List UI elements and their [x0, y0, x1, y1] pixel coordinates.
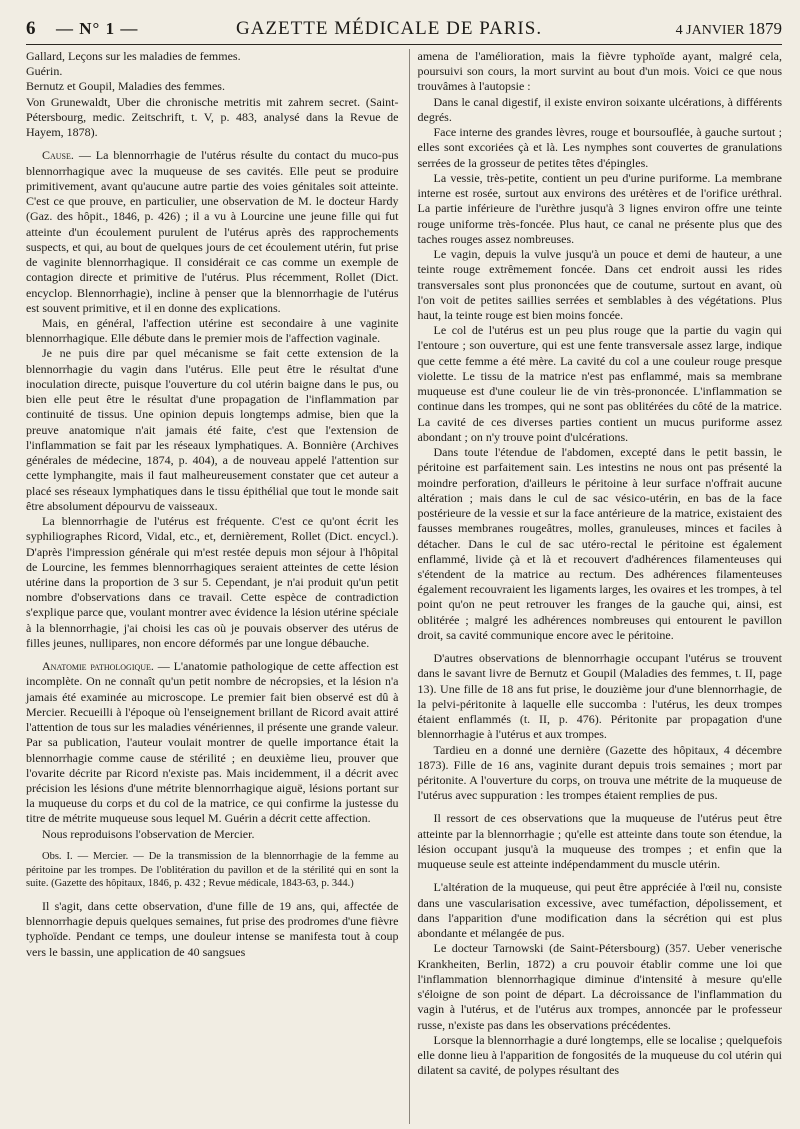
- right-column: [409, 49, 783, 1124]
- paragraph-cause: Cause. — La blennorrhagie de l'utérus résulte du contact du muco-pus blennorrhagique avec la muqueuse de ses cavités. Elle peut se produire primitivement, avant qu'aucune autre partie des voies génitales soit atteinte. C'est ce que prouve, en particulier, une observation de M. le docteur Hardy (Gaz. des hôpit., 1846, p. 426) ; il a vu à Lourcine une jeune fille qui fut atteinte d'un écoulement purulent de l'utérus après des rapprochements suspects, et qui, au bout de quelques jours de cet écoulement utérin, fut prise de vaginite blennorrhagique. Il considérait ce cas comme un exemple de contagion directe et primitive de l'utérus. Plus récemment, Rollet (Dict. encyclop. Blennorrhagie), incline à penser que la blennorrhagie de l'utérus est souvent primitive, et il en donne des explications.: [26, 148, 399, 315]
- paragraph: Nous reproduisons l'observation de Mercier.: [42, 826, 255, 841]
- issue-date: [642, 19, 782, 39]
- page-header: [26, 18, 782, 45]
- paragraph: La vessie, très-petite, contient un peu d'urine puriforme. La membrane interne est rosée, surtout aux environs des urétères et de l'orifice uréthral. La partie inférieure de l'urèthre jusqu'à 3 lignes environ offre une teinte rouge uniforme très-foncée. Plus haut, ce canal ne présente plus que des taches rouges assez nombreuses.: [417, 170, 782, 246]
- paragraph-anatomie: Anatomie pathologique. — L'anatomie pathologique de cette affection est incomplète. On ne connaît qu'un petit nombre de nécropsies, et la lésion n'a jamais été examinée au microscope. Le premier fait bien observé est dû à Mercier. Recueilli à l'époque où l'enseignement brillant de Ricord avait attiré l'attention de tous sur les maladies vénériennes, il présente une grande valeur. Par sa publication, l'auteur voulait montrer de quelle importance était la blennorrhagie comme cause de stérilité ; en deuxième lieu, prouver que l'ovarite décrite par Ricord n'existe pas. Mais incidemment, il a décrit avec précision les lésions d'une métrite blennorrhagique aiguë, lésions portant sur la muqueuse du corps et du col de la matrice, ce qui confirme la justesse du titre de métrite muqueuse sous lequel M. Guérin a décrit cette affection.: [26, 659, 399, 826]
- text-columns: [26, 49, 782, 1124]
- paragraph: Le vagin, depuis la vulve jusqu'à un pouce et demi de hauteur, a une teinte rouge extrêmement foncée. Dans cet endroit aussi les rides transversales sont plus prononcées que de coutume, surtout en avant, où l'on voit de petites saillies serrées et semblables à des végétations. Plus haut, la teinte rouge est bien moins foncée.: [417, 247, 782, 322]
- paragraph: Mais, en général, l'affection utérine est secondaire à une vaginite blennorrhagique. Elle débute dans le premier mois de l'affection vaginale.: [26, 315, 399, 346]
- paragraph: Lorsque la blennorrhagie a duré longtemps, elle se localise ; quelquefois elle donne lieu à l'apparition de fongosités de la muqueuse du col utérin qui dilatent sa cavité, de polypes résultant des: [417, 1032, 782, 1078]
- observation-title: Obs. I. — Mercier. — De la transmission de la blennorrhagie de la femme au péritoine par les trompes. De l'oblitération du pavillon et de la stérilité qui en sont la suite. (Gazette des hôpitaux, 1846, p. 432 ; Revue médicale, 1843-63, p. 344.): [26, 850, 399, 890]
- section-heading-cause: Cause.: [42, 148, 74, 163]
- paragraph: Le col de l'utérus est un peu plus rouge que la partie du vagin qui l'entoure ; son ouverture, qui est une fente transversale assez large, indique que cette femme a été mère. La cavité du col a une couleur rouge presque violette. Le tissu de la matrice n'est pas enflammé, mais sa membrane muqueuse est d'une couleur lie de vin très-prononcée. L'inflammation se continue dans les trompes, qui ne sont pas oblitérées du côté de la matrice. La cavité de ces diverses parties contient un mucus puriforme assez abondant ; on n'y trouve point d'ulcérations.: [417, 323, 782, 444]
- paragraph: L'altération de la muqueuse, qui peut être appréciée à l'œil nu, consiste dans une vascularisation excessive, avec tuméfaction, dépolissement, et dans l'apparition d'une modification dans la sécrétion qui est plus abondante et mélangée de pus.: [417, 880, 782, 941]
- journal-title: GAZETTE MÉDICALE DE PARIS.: [236, 18, 543, 39]
- paragraph: Dans le canal digestif, il existe environ soixante ulcérations, à différents degrés.: [417, 94, 782, 124]
- reference-line: Guérin.: [26, 64, 63, 79]
- paragraph: Face interne des grandes lèvres, rouge et boursouflée, à gauche surtout ; elles sont excoriées çà et là. Les nymphes sont couvertes de granulations serrées de la grosseur de petites têtes d'épingles.: [417, 125, 782, 170]
- page-number: 6: [26, 18, 36, 39]
- paragraph: Il s'agit, dans cette observation, d'une fille de 19 ans, qui, affectée de blennorrhagie depuis quelques semaines, fut prise des prodromes d'une fièvre typhoïde. Pendant ce temps, une douleur intense se manifesta tout à coup vers le bassin, une application de 40 sangsues: [26, 898, 399, 959]
- paragraph: Je ne puis dire par quel mécanisme se fait cette extension de la blennorrhagie du vagin dans l'utérus. Elle peut être le résultat d'une inoculation directe, puisque l'ouverture du col utérin baigne dans le pus, ou bien elle peut être le résultat d'une propagation de l'inflammation par continuité de tissus. Une opinion depuis longtemps admise, bien que la preuve anatomique n'ait jamais été faite, c'est que l'extension de l'inflammation se fait par les réseaux lymphatiques. A. Bonnière (Archives générales de médecine, 1874, p. 404), a de nouveau appelé l'attention sur cette lymphangite, mais il faut malheureusement constater que cet auteur a placé ses réseaux lymphatiques dans le tissu épithélial que tout le monde sait être absolument dépourvu de vaisseaux.: [26, 346, 399, 513]
- paragraph: D'autres observations de blennorrhagie occupant l'utérus se trouvent dans le savant livre de Bernutz et Goupil (Maladies des femmes, t. II, page 13). Une fille de 18 ans fut prise, le douzième jour d'une blennorrhagie, de la pelvi-péritonite à laquelle elle succomba : l'utérus, les deux trompes étaient enflammés (t. II, p. 476). Péritonite par propagation d'une blennorrhagie à l'utérus et aux trompes.: [417, 651, 782, 742]
- reference-line: Bernutz et Goupil, Maladies des femmes.: [26, 79, 225, 94]
- paragraph: Tardieu en a donné une dernière (Gazette des hôpitaux, 4 décembre 1873). Fille de 16 ans, vaginite durant depuis trois semaines ; mort par péritonite. A l'ouverture du corps, on trouva une métrite de la muqueuse de l'utérus avec suppuration : les trompes étaient remplies de pus.: [417, 742, 782, 803]
- section-heading-anatomie: Anatomie pathologique.: [42, 659, 154, 674]
- reference-line: Gallard, Leçons sur les maladies de femmes.: [26, 49, 241, 63]
- issue-number: — N° 1 —: [56, 19, 139, 38]
- paragraph: Dans toute l'étendue de l'abdomen, excepté dans le petit bassin, le péritoine est parfaitement sain. Les intestins ne nous ont pas présenté la moindre perforation, d'ailleurs le péritoine à leur surface n'offrait aucune altération ; mais dans le cul de sac vésico-utérin, en bas de la face postérieure de la vessie et sur la face antérieure de la matrice, existaient des fausses membranes rougeâtres, molles, granuleuses, minces et faciles à détacher. Dans le cul de sac utéro-rectal le péritoine est également enflammé, livide çà et là et recouvert d'adhérences filamenteuses qui s'étendent de la matrice au rectum. Des adhérences filamenteuses également recouvraient les ligaments larges, les ovaires et les trompes, à tel point qu'on ne peut retrouver les franges de la gauche qui, ainsi, est oblitérée ; malgré les adhérences nombreuses qui entourent le pavillon droit, sa cavité communique encore avec le péritoine.: [417, 445, 782, 642]
- issue-day-month: 4 JANVIER: [675, 23, 745, 38]
- paragraph: Il ressort de ces observations que la muqueuse de l'utérus peut être atteinte par la blennorrhagie ; qu'elle est atteinte dans toute son étendue, la lésion occupant jusqu'à la muqueuse des trompes ; et enfin que la muqueuse seule est atteinte indépendamment du muscle utérin.: [417, 811, 782, 872]
- paragraph: amena de l'amélioration, mais la fièvre typhoïde ayant, malgré cela, poursuivi son cours, la mort survint au bout d'un mois. Voici ce que nous trouvâmes à l'autopsie :: [417, 49, 782, 94]
- issue-year: 1879: [748, 19, 782, 38]
- left-column: [26, 49, 399, 1124]
- reference-line: Von Grunewaldt, Uber die chronische metritis mit zahrem secret. (Saint-Pétersbourg, medic. Zeitschrift, t. V, p. 483, analysé dans la Revue de Hayem, 1878).: [26, 94, 399, 140]
- paragraph: Le docteur Tarnowski (de Saint-Pétersbourg) (357. Ueber venerische Krankheiten, Berlin, 1872) a cru pouvoir établir comme une loi que l'inflammation blennorrhagique diminue d'intensité à mesure qu'elle s'éloigne de son point de départ. La décroissance de l'inflammation du vagin à l'utérus, et de l'utérus aux trompes, annoncée par le professeur russe, n'existe pas dans les observations précédentes.: [417, 941, 782, 1032]
- paragraph: La blennorrhagie de l'utérus est fréquente. C'est ce qu'ont écrit les syphiliographes Ricord, Vidal, etc., et, dernièrement, Rollet (Dict. encycl.). D'après l'impression générale qui m'est restée depuis mon séjour à l'hôpital de Lourcine, les femmes blennorrhagiques seraient atteintes de cette lésion utérine dans la proportion de 3 sur 5. Cependant, je n'ai produit qu'un petit nombre d'observations dans ce travail. Cette espèce de contradiction s'explique parce que, voulant montrer avec évidence la lésion utérine spéciale à la blennorrhagie, j'ai choisi les cas où je pouvais observer des utérus de filles jeunes, nullipares, non encore déformés par une longue débauche.: [26, 514, 399, 650]
